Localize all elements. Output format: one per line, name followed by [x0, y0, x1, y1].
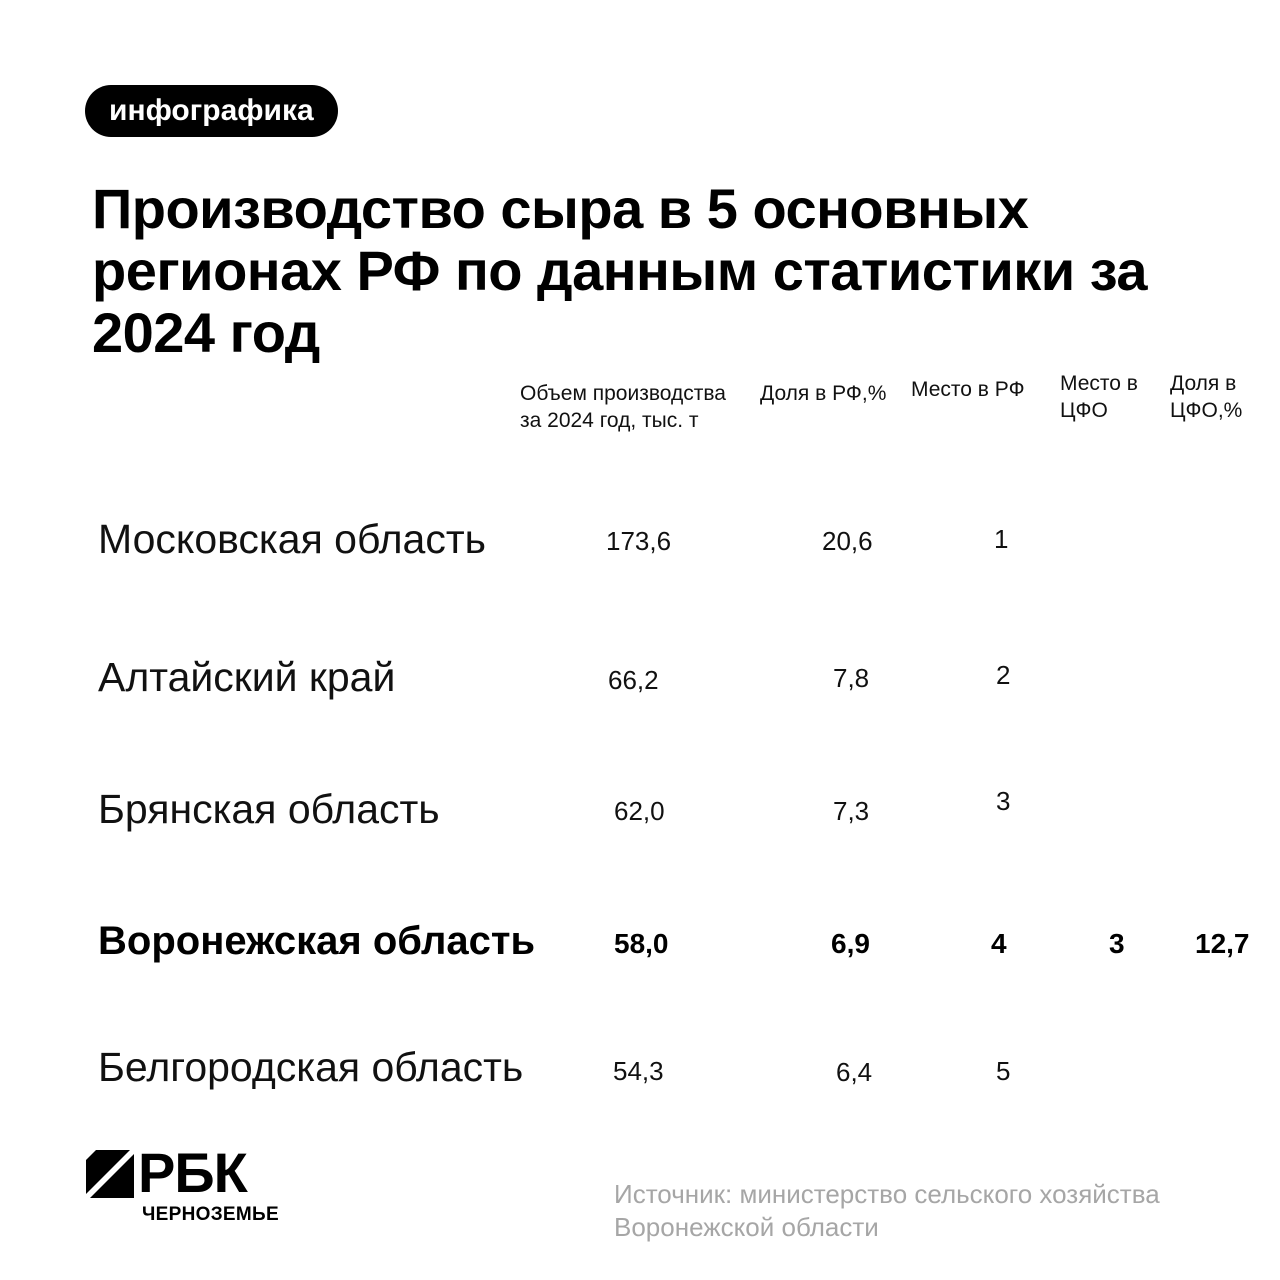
table-cell-share-rf: 7,3 [833, 796, 870, 826]
table-cell-share-rf: 7,8 [833, 663, 870, 693]
table-row-region: Московская область [98, 516, 486, 562]
table-cell-volume: 66,2 [608, 665, 659, 695]
rbc-logo [86, 1141, 326, 1230]
column-header-volume [520, 380, 726, 434]
column-header-share-cfo-line2: ЦФО,% [1170, 399, 1243, 422]
table-cell-share-rf: 6,4 [836, 1057, 873, 1087]
table-cell-share-cfo: 12,7 [1195, 928, 1250, 959]
table-cell-place-rf: 5 [996, 1056, 1011, 1086]
table-cell-share-rf: 20,6 [822, 526, 873, 556]
table-row-region: Алтайский край [98, 654, 396, 700]
table-cell-place-rf: 3 [996, 786, 1011, 816]
infographic-tag: инфографика [85, 85, 338, 137]
column-header-volume-line1: Объем производства [520, 382, 726, 405]
column-header-share-rf: Доля в РФ,% [760, 382, 887, 405]
column-header-place-rf: Место в РФ [911, 378, 1025, 401]
rbc-logo-text: РБК [138, 1141, 247, 1204]
table-row-region-highlighted: Воронежская область [98, 919, 536, 963]
table-cell-place-rf: 2 [996, 660, 1011, 690]
table-row-region: Белгородская область [98, 1044, 524, 1090]
table-cell-share-rf: 6,9 [831, 928, 870, 959]
column-header-volume-line2: за 2024 год, тыс. т [520, 409, 699, 432]
table-cell-place-cfo: 3 [1109, 928, 1125, 959]
rbc-slash-icon [86, 1150, 134, 1198]
column-header-share-cfo-line1: Доля в [1170, 372, 1237, 395]
column-header-place-cfo-line1: Место в [1060, 372, 1138, 395]
column-header-place-cfo-line2: ЦФО [1060, 399, 1108, 422]
source-note: Источник: министерство сельского хозяйства Воронежской области [614, 1179, 1160, 1242]
table-cell-volume: 54,3 [613, 1056, 664, 1086]
table-cell-place-rf: 1 [994, 524, 1009, 554]
rbc-logo-subtitle: ЧЕРНОЗЕМЬЕ [142, 1204, 279, 1225]
table-cell-place-rf: 4 [991, 928, 1007, 959]
column-header-place-cfo [1060, 370, 1138, 424]
table-row-region: Брянская область [98, 786, 440, 832]
chart-title: Производство сыра в 5 основных регионах РФ по данным статистики за 2024 год [92, 177, 1148, 364]
table-cell-volume: 58,0 [614, 928, 669, 959]
table-cell-volume: 173,6 [606, 526, 672, 556]
table-cell-volume: 62,0 [614, 796, 665, 826]
column-header-share-cfo [1170, 370, 1242, 424]
